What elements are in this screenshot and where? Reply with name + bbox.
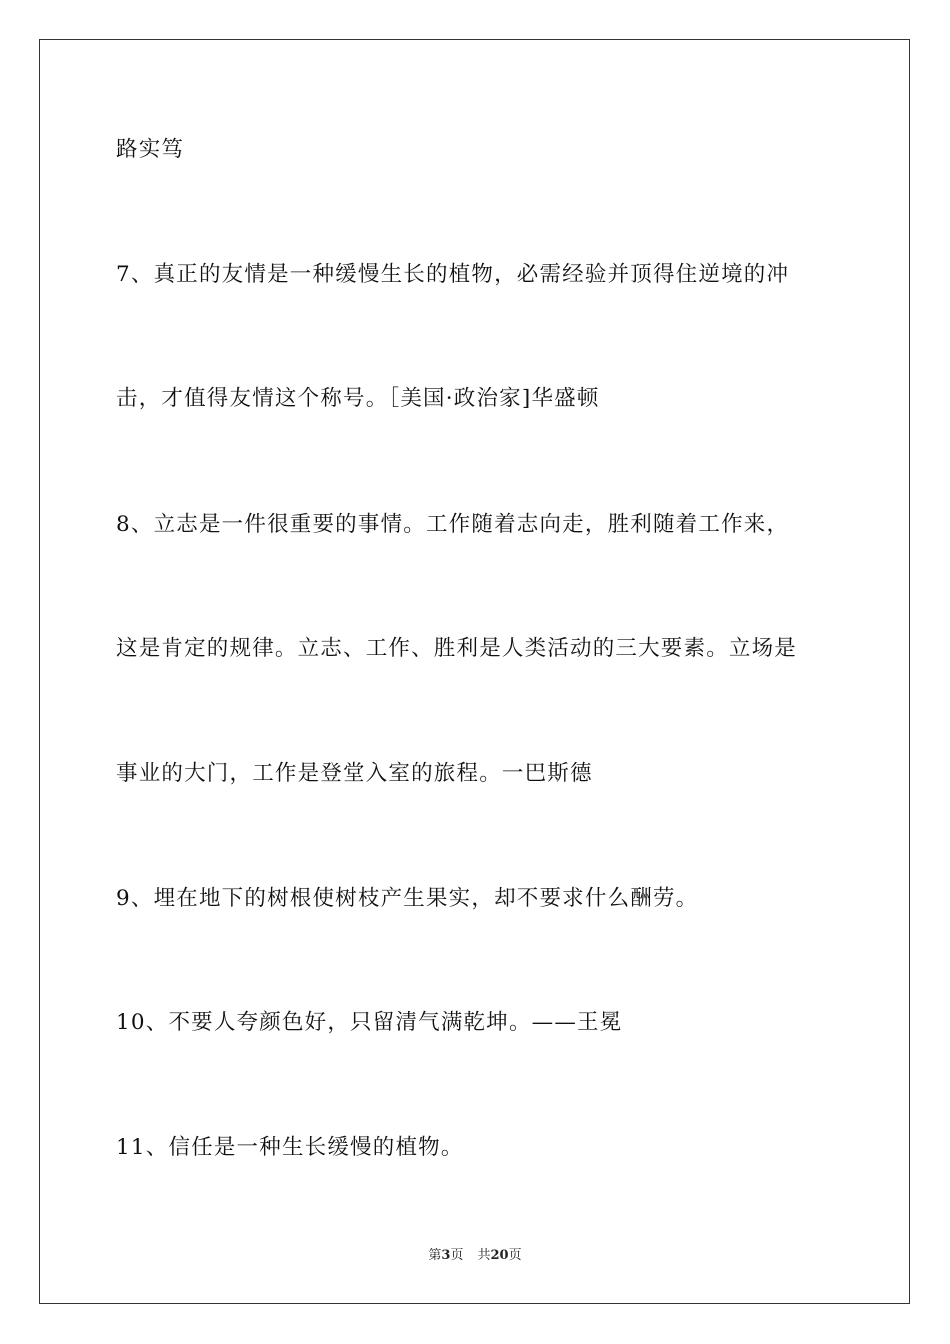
total-suffix: 页 [508, 1248, 522, 1263]
text-line-4: 8、立志是一件很重要的事情。工作随着志向走，胜利随着工作来， [116, 512, 790, 537]
text-line-3: 击，才值得友情这个称号。［美国·政治家]华盛顿 [116, 386, 600, 411]
current-page-number: 3 [441, 1248, 451, 1263]
total-prefix: 共 [477, 1248, 491, 1263]
text-line-2: 7、真正的友情是一种缓慢生长的植物，必需经验并顶得住逆境的冲 [116, 262, 790, 287]
page-prefix: 第 [428, 1248, 442, 1263]
text-line-8: 10、不要人夸颜色好，只留清气满乾坤。——王冕 [116, 1010, 623, 1035]
page-footer [0, 1247, 950, 1265]
total-page-number: 20 [490, 1248, 509, 1263]
text-line-9: 11、信任是一种生长缓慢的植物。 [116, 1135, 464, 1160]
page-border [39, 39, 910, 1304]
page-suffix: 页 [450, 1248, 464, 1263]
text-line-5: 这是肯定的规律。立志、工作、胜利是人类活动的三大要素。立场是 [116, 636, 798, 661]
text-line-6: 事业的大门，工作是登堂入室的旅程。一巴斯德 [116, 761, 593, 786]
text-line-1: 路实笃 [116, 137, 185, 162]
text-line-7: 9、埋在地下的树根使树枝产生果实，却不要求什么酬劳。 [116, 886, 699, 911]
